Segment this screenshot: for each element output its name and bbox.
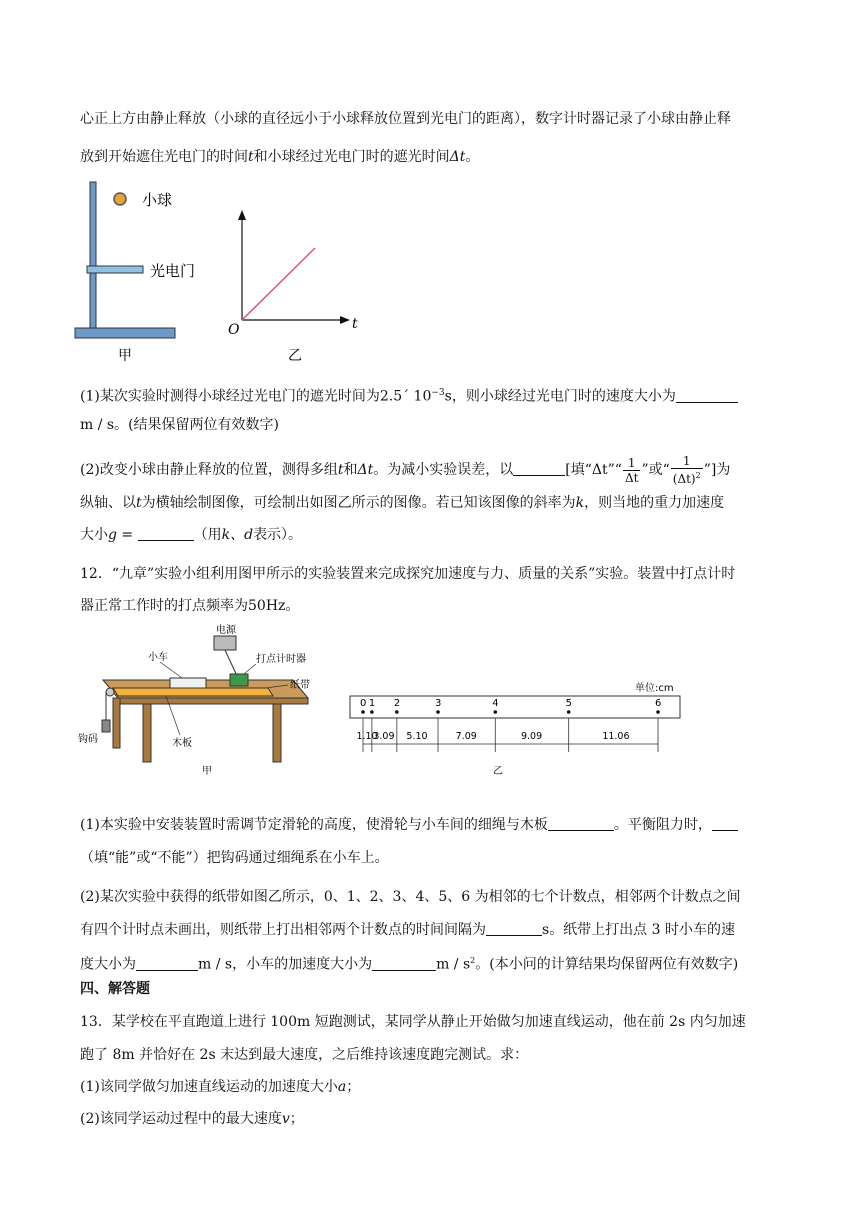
ball [114, 193, 126, 205]
tape-label: 纸带 [290, 680, 310, 691]
fraction-1-over-dt: $\frac{1}{\Delta t}$ [624, 455, 639, 485]
board [113, 688, 273, 696]
q12-2-line-2: 有四个计时点未画出，则纸带上打出相邻两个计数点的时间间隔为 s。纸带上打出点 3 时小车的速 [80, 922, 735, 938]
tape-point-label: 6 [655, 698, 662, 709]
tape-point-label: 4 [492, 698, 499, 709]
label-yi-2: 乙 [493, 766, 503, 777]
power-supply [214, 636, 236, 650]
label-jia: 甲 [118, 348, 132, 364]
section-title: 四、解答题 [80, 981, 150, 997]
segment-label: 11.06 [602, 731, 630, 742]
q11-2-line-1: (2)改变小球由静止释放的位置，测得多组t和Δt。为减小实验误差，以 [填“Δt”“ $\frac{1}{\Delta t}$ ”或“ $\frac{1}{(\Delta t)^2}$ ”]为 [80, 454, 731, 486]
tape-point-label: 5 [565, 698, 573, 709]
tape-point [656, 710, 660, 714]
figure-photogate [70, 178, 370, 368]
gate-label: 光电门 [150, 262, 196, 280]
tape-point [493, 710, 497, 714]
unit-label: 单位:cm [635, 683, 674, 694]
q12-2-line-1: (2)某次实验中获得的纸带如图乙所示，0、1、2、3、4、5、6 为相邻的七个计数点，相邻两个计数点之间 [80, 889, 741, 905]
intro-line-1: 心正上方由静止释放（小球的直径远小于小球释放位置到光电门的距离），数字计时器记录了小球由静止释 [80, 111, 731, 127]
answer-blank-can[interactable] [712, 815, 738, 831]
table-leg [143, 704, 151, 762]
cart [170, 678, 206, 688]
label-yi: 乙 [288, 348, 302, 364]
x-axis-arrow [340, 316, 350, 324]
tape-point-label: 3 [435, 698, 442, 709]
q13-sub-2: (2)该同学运动过程中的最大速度v； [80, 1111, 304, 1127]
q11-2-line-3: 大小g = （用k、d表示）。 [80, 527, 303, 543]
intro-line-2: 放到开始遮住光电门的时间t和小球经过光电门时的遮光时间Δt。 [80, 149, 480, 165]
answer-blank-v3[interactable] [136, 955, 198, 971]
fraction-1-over-dt-squared: $\frac{1}{(\Delta t)^2}$ [672, 454, 701, 486]
answer-blank-parallel[interactable] [548, 815, 614, 831]
ball-label: 小球 [142, 191, 173, 209]
car-label: 小车 [148, 652, 168, 663]
power-label: 电源 [216, 625, 236, 636]
answer-blank-velocity[interactable] [676, 387, 738, 403]
segment-label: 3.09 [373, 731, 395, 742]
figure-cart-apparatus [78, 622, 328, 782]
tape-point [436, 710, 440, 714]
timer-label: 打点计时器 [256, 654, 306, 665]
q13-sub-1: (1)该同学做匀加速直线运动的加速度大小a； [80, 1079, 361, 1095]
segment-label: 7.09 [455, 731, 477, 742]
tape-point [361, 710, 365, 714]
q12-line-1: 12．“九章”实验小组利用图甲所示的实验装置来完成探究加速度与力、质量的关系”实验。装置中打点计时 [80, 566, 736, 582]
weight-label: 钩码 [78, 734, 98, 745]
figure-paper-tape [345, 680, 685, 780]
answer-blank-interval[interactable] [486, 920, 542, 936]
pulley [106, 688, 114, 696]
photogate-arm [87, 266, 143, 273]
stand-base [75, 328, 175, 338]
q12-1-line-2: （填“能”或“不能”）把钩码通过细绳系在小车上。 [80, 850, 389, 866]
tape-point [370, 710, 374, 714]
answer-blank-g[interactable] [138, 525, 194, 541]
answer-blank-accel[interactable] [372, 955, 436, 971]
origin-label: O [228, 322, 240, 338]
segment-label: 9.09 [520, 731, 543, 742]
q12-1-line-1: (1)本实验中安装装置时需调节定滑轮的高度，使滑轮与小车间的细绳与木板 。平衡阻力时， [80, 815, 738, 835]
q11-1-line-1: (1)某次实验时测得小球经过光电门的遮光时间为2.5´ $10^{-3}s$，则小球经过光电门时的速度大小为 [80, 383, 738, 407]
hanging-weight [102, 720, 110, 732]
board-label: 木板 [172, 738, 192, 749]
tape-point [395, 710, 399, 714]
t-axis-label: t [352, 316, 358, 332]
label-jia-2: 甲 [202, 766, 212, 777]
q11-2-line-2: 纵轴、以t为横轴绘制图像，可绘制出如图乙所示的图像。若已知该图像的斜率为k，则当地的重力加速度 [80, 495, 725, 511]
segment-label: 1.10 [356, 731, 378, 742]
table-leg [273, 704, 281, 762]
tape-point-label: 2 [393, 698, 401, 709]
graph-line [242, 248, 315, 320]
stand-pole [90, 182, 96, 328]
q11-1-line-2: m / s。(结果保留两位有效数字) [80, 417, 280, 433]
y-axis-arrow [238, 210, 246, 220]
q12-2-line-3: 度大小为 m / s，小车的加速度大小为 m / $s^2$。(本小问的计算结果均保留两位有效数字) [80, 956, 739, 973]
answer-blank-axis[interactable] [513, 460, 565, 476]
tape-point [567, 710, 571, 714]
timer-device [230, 674, 248, 686]
q13-line-1: 13．某学校在平直跑道上进行 100m 短跑测试，某同学从静止开始做匀加速直线运动，他在前 2s 内匀加速 [80, 1014, 746, 1030]
table-leg [113, 698, 120, 748]
tape-point-label: 1 [368, 698, 376, 709]
segment-label: 5.10 [406, 731, 428, 742]
q13-line-2: 跑了 8m 并恰好在 2s 末达到最大速度，之后维持该速度跑完测试。求： [80, 1047, 529, 1063]
q12-line-2: 器正常工作时的打点频率为50Hz。 [80, 598, 300, 614]
tape-point-label: 0 [360, 698, 367, 709]
